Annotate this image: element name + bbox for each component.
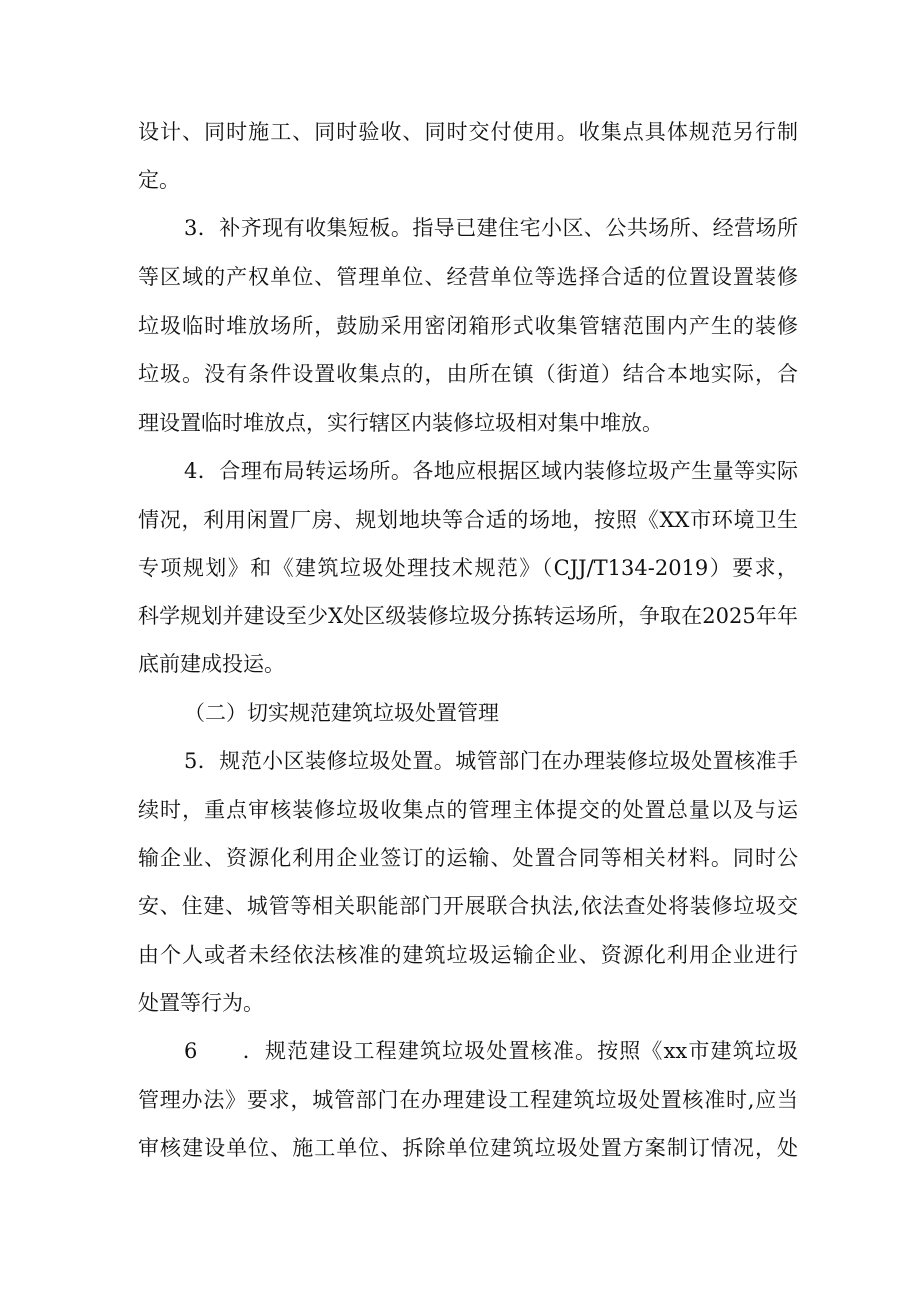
- text-line: 等区域的产权单位、管理单位、经营单位等选择合适的位置设置装修: [138, 265, 798, 289]
- text-line: 垃圾。没有条件设置收集点的，由所在镇（街道）结合本地实际，合: [138, 362, 798, 386]
- text-line: 垃圾临时堆放场所，鼓励采用密闭箱形式收集管辖范围内产生的装修: [138, 314, 798, 338]
- text-line: 安、住建、城管等相关职能部门开展联合执法,依法查处将装修垃圾交: [138, 894, 798, 918]
- text-line: 情况，利用闲置厂房、规划地块等合适的场地，按照《XX市环境卫生: [138, 508, 798, 532]
- paragraph-6-start: 6 ．规范建设工程建筑垃圾处置核准。按照《xx市建筑垃圾: [184, 1039, 798, 1063]
- text-line: 设计、同时施工、同时验收、同时交付使用。收集点具体规范另行制: [138, 120, 798, 144]
- text-line: 管理办法》要求，城管部门在办理建设工程建筑垃圾处置核准时,应当: [138, 1088, 798, 1112]
- text-line: 由个人或者未经依法核准的建筑垃圾运输企业、资源化利用企业进行: [138, 943, 798, 967]
- text-line: 定。: [138, 168, 180, 192]
- section-heading: （二）切实规范建筑垃圾处置管理: [184, 701, 499, 725]
- paragraph-3-start: 3．补齐现有收集短板。指导已建住宅小区、公共场所、经营场所: [184, 216, 798, 240]
- paragraph-5-start: 5．规范小区装修垃圾处置。城管部门在办理装修垃圾处置核准手: [184, 749, 798, 773]
- text-line: 理设置临时堆放点，实行辖区内装修垃圾相对集中堆放。: [138, 411, 663, 435]
- text-line: 处置等行为。: [138, 991, 264, 1015]
- text-line: 输企业、资源化利用企业签订的运输、处置合同等相关材料。同时公: [138, 846, 798, 870]
- text-line: 专项规划》和《建筑垃圾处理技术规范》（CJJ/T134-2019）要求，: [138, 556, 798, 580]
- text-line: 审核建设单位、施工单位、拆除单位建筑垃圾处置方案制订情况，处: [138, 1136, 798, 1160]
- text-line: 底前建成投运。: [138, 652, 285, 676]
- paragraph-4-start: 4．合理布局转运场所。各地应根据区域内装修垃圾产生量等实际: [184, 459, 798, 483]
- text-line: 续时，重点审核装修垃圾收集点的管理主体提交的处置总量以及与运: [138, 798, 798, 822]
- text-line: 科学规划并建设至少X处区级装修垃圾分拣转运场所，争取在2025年年: [138, 604, 798, 628]
